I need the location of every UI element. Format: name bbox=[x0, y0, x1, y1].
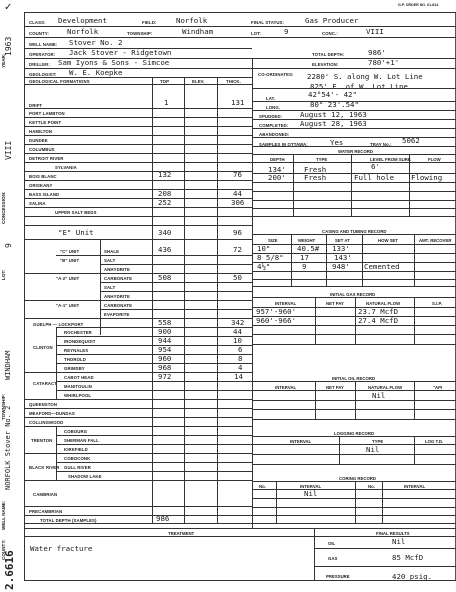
e-unit-top: 340 bbox=[158, 228, 172, 237]
driller-value: Sam Iyons & Sons - Simcoe bbox=[58, 58, 170, 67]
reynales-top: 954 bbox=[158, 345, 172, 354]
reynales-thick: 6 bbox=[238, 345, 243, 354]
tray-label: TRAY No.: bbox=[370, 142, 392, 147]
spudded-label: SPUDDED: bbox=[259, 114, 283, 119]
oil-col-api: "API bbox=[433, 385, 443, 390]
gas-row2-flow: 27.4 McfD bbox=[358, 316, 399, 325]
water-title: WATER RECORD bbox=[338, 149, 374, 154]
logging-title: LOGGING RECORD bbox=[334, 431, 375, 436]
a1-carbonate-label: CARBONATE bbox=[104, 303, 133, 308]
cabot-head-top: 972 bbox=[158, 372, 172, 381]
oil-col-interval: INTERVAL bbox=[275, 385, 297, 390]
casing-row2-setat: 143' bbox=[334, 253, 352, 262]
abandoned-label: ABANDONED: bbox=[259, 132, 290, 137]
gas-col-flow: NATURAL FLOW bbox=[366, 301, 401, 306]
b-unit-salt-label: SALT bbox=[104, 258, 116, 263]
port-lambton-label: PORT LAMBTON bbox=[29, 111, 65, 116]
bois-blanc-thick: 76 bbox=[233, 170, 242, 179]
clinton-label: CLINTON bbox=[33, 345, 53, 350]
final-oil-label: OIL bbox=[328, 541, 336, 546]
thorold-top: 960 bbox=[158, 354, 172, 363]
completed-label: COMPLETED: bbox=[259, 123, 289, 128]
grimsby-top: 968 bbox=[158, 363, 172, 372]
anhydrite-label: ANHYDRITE bbox=[104, 267, 130, 272]
a2-unit-top: 508 bbox=[158, 273, 172, 282]
a1-anhydrite-label: ANHYDRITE bbox=[104, 294, 130, 299]
c-unit-shale-label: SHALE bbox=[104, 249, 120, 254]
reynales-label: REYNALES bbox=[64, 348, 89, 353]
grimsby-thick: 4 bbox=[238, 363, 243, 372]
township-value: WINDHAM bbox=[4, 350, 12, 380]
salina-top: 252 bbox=[158, 198, 172, 207]
rochester-thick: 44 bbox=[233, 327, 242, 336]
water-row1-level: 6' bbox=[371, 162, 380, 171]
lat-label: LAT. bbox=[266, 96, 276, 101]
coring-title: CORING RECORD bbox=[339, 476, 377, 481]
c-unit-top: 436 bbox=[158, 245, 172, 254]
hamilton-label: HAMILTON bbox=[29, 129, 53, 134]
a2-salt-label: SALT bbox=[104, 285, 116, 290]
coordinates-line2: 825' E. of W. Lot Line bbox=[310, 82, 408, 91]
manitoulin-label: MANITOULIN bbox=[64, 384, 92, 389]
oil-col-flow: NATURAL FLOW bbox=[368, 385, 403, 390]
formations-thick-header: THICK. bbox=[226, 79, 241, 84]
salina-thick: 306 bbox=[231, 198, 245, 207]
check-mark: ✓ bbox=[4, 2, 13, 13]
lat-value: 42°54'- 42" bbox=[308, 90, 357, 99]
water-row2-type: Fresh bbox=[304, 165, 327, 174]
gas-col-sip: S.I.P. bbox=[432, 301, 442, 306]
operator-label: OPERATOR: bbox=[29, 52, 56, 57]
upper-salt-beds-label: UPPER SALT BEDS bbox=[55, 210, 97, 215]
geologist-value: W. E. Koepke bbox=[69, 68, 123, 77]
formations-header: GEOLOGICAL FORMATIONS bbox=[29, 79, 90, 84]
township-value: Windham bbox=[182, 27, 214, 36]
driller-label: DRILLER: bbox=[29, 62, 50, 67]
bass-island-label: BASS ISLAND bbox=[29, 192, 60, 197]
record-number: 2.6616 bbox=[3, 550, 16, 590]
field-value: Norfolk bbox=[176, 16, 208, 25]
long-label: LONG. bbox=[266, 105, 281, 110]
final-status-label: FINAL STATUS: bbox=[251, 20, 285, 25]
formations-elev-header: ELEV. bbox=[192, 79, 205, 84]
well-label: WELL NAME: bbox=[1, 500, 6, 530]
long-value: 80° 23'.54" bbox=[310, 100, 359, 109]
water-row2-depth: 134' bbox=[268, 165, 286, 174]
cabot-head-label: CABOT HEAD bbox=[64, 375, 94, 380]
oil-title: INITIAL OIL RECORD bbox=[332, 376, 376, 381]
well-name-label: WELL NAME: bbox=[29, 42, 58, 47]
treatment-title: TREATMENT bbox=[168, 531, 195, 536]
total-depth-label: TOTAL DEPTH: bbox=[312, 52, 345, 57]
gas-col-interval: INTERVAL bbox=[275, 301, 297, 306]
final-results-title: FINAL RESULTS bbox=[376, 531, 410, 536]
township-label: TOWNSHIP: bbox=[1, 393, 6, 420]
coring-row1-interval: Nil bbox=[304, 489, 318, 498]
township-label: TOWNSHIP: bbox=[127, 31, 153, 36]
class-label: CLASS: bbox=[29, 20, 46, 25]
guelph-label: GUELPH — LOCKPORT bbox=[33, 322, 84, 327]
casing-col-setat: SET AT bbox=[335, 238, 350, 243]
kirkfield-label: KIRKFIELD bbox=[64, 447, 88, 452]
a2-unit-label: "A-2" UNIT bbox=[56, 276, 80, 281]
oil-row1-flow: Nil bbox=[372, 391, 386, 400]
whirlpool-label: WHIRLPOOL bbox=[64, 393, 92, 398]
lot-label: LOT: bbox=[1, 269, 6, 280]
county-value: Norfolk bbox=[67, 27, 99, 36]
meaford-label: MEAFORD—DUNDAS bbox=[29, 411, 75, 416]
cabot-head-thick: 14 bbox=[234, 372, 243, 381]
a2-unit-thick: 50 bbox=[233, 273, 242, 282]
water-col-type: TYPE bbox=[316, 157, 328, 162]
sherman-fall-label: SHERMAN FALL bbox=[64, 438, 99, 443]
oil-col-netpay: NET PAY bbox=[326, 385, 344, 390]
detroit-river-label: DETROIT RIVER bbox=[29, 156, 64, 161]
coring-col-interval2: INTERVAL bbox=[404, 484, 426, 489]
casing-row2-weight: 17 bbox=[300, 253, 309, 262]
casing-row3-size: 4½" bbox=[257, 262, 271, 271]
casing-row2-size: 8 5/8" bbox=[257, 253, 284, 262]
well-value: NORFOLK Stover No. 2 bbox=[4, 405, 12, 490]
casing-row1-setat: 133' bbox=[332, 244, 350, 253]
logging-row1-type: Nil bbox=[366, 445, 380, 454]
e-unit-label: "E" Unit bbox=[58, 228, 94, 237]
b-unit-label: "B" UNIT bbox=[60, 258, 80, 263]
water-col-depth: DEPTH bbox=[270, 157, 285, 162]
thorold-thick: 8 bbox=[238, 354, 243, 363]
trenton-label: TRENTON bbox=[31, 438, 53, 443]
a1-unit-label: "A-1" UNIT bbox=[56, 303, 80, 308]
formations-top-header: TOP bbox=[160, 79, 170, 84]
rochester-top: 900 bbox=[158, 327, 172, 336]
cobourg-label: COBOURG bbox=[64, 429, 88, 434]
rochester-label: ROCHESTER bbox=[64, 330, 92, 335]
final-pressure-value: 420 psig. bbox=[392, 572, 433, 581]
conc-label: CONC.: bbox=[322, 31, 338, 36]
geologist-label: GEOLOGIST: bbox=[29, 72, 57, 77]
drift-top: 1 bbox=[164, 98, 169, 107]
completed-value: August 28, 1963 bbox=[300, 119, 367, 128]
casing-row1-size: 10" bbox=[257, 244, 271, 253]
bois-blanc-top: 132 bbox=[158, 170, 172, 179]
gas-col-netpay: NET PAY bbox=[326, 301, 344, 306]
precambrian-label: PRECAMBRIAN bbox=[29, 509, 63, 514]
guelph-thick: 342 bbox=[231, 318, 245, 327]
casing-col-howset: HOW SET bbox=[378, 238, 399, 243]
lot-value: 9 bbox=[4, 243, 13, 248]
lot-label: LOT: bbox=[251, 31, 261, 36]
casing-title: CASING AND TUBING RECORD bbox=[322, 229, 387, 234]
field-label: FIELD: bbox=[142, 20, 157, 25]
water-row3-type: Fresh bbox=[304, 173, 327, 182]
tray-value: 5062 bbox=[402, 136, 420, 145]
casing-col-amt: AMT. RECOVER bbox=[419, 238, 452, 243]
total-depth-samples-top: 986 bbox=[156, 514, 170, 523]
bass-island-top: 208 bbox=[158, 189, 172, 198]
logging-col-type: TYPE bbox=[372, 439, 384, 444]
shadow-lake-label: SHADOW LAKE bbox=[68, 474, 102, 479]
salina-label: SALINA bbox=[29, 201, 46, 206]
treatment-value: Water fracture bbox=[30, 544, 93, 553]
final-gas-value: 85 McfD bbox=[392, 553, 424, 562]
county-label: COUNTY: bbox=[1, 539, 6, 560]
queenston-label: QUEENSTON bbox=[29, 402, 58, 407]
concession-label: CONCESSION: bbox=[1, 191, 6, 224]
oriskany-label: ORISKANY bbox=[29, 183, 53, 188]
drift-label: DRIFT bbox=[29, 103, 43, 108]
coordinates-label: CO-ORDINATES: bbox=[258, 72, 294, 77]
a2-carbonate-label: CARBONATE bbox=[104, 276, 133, 281]
samples-label: SAMPLES IN OTTAWA: bbox=[259, 142, 308, 147]
cataract-label: CATARACT bbox=[33, 381, 58, 386]
columbus-label: COLUMBUS bbox=[29, 147, 55, 152]
irondequoit-thick: 10 bbox=[233, 336, 242, 345]
coring-col-no2: No. bbox=[368, 484, 375, 489]
form-order-number: G.P. ORDER NO. 61-814 bbox=[398, 3, 439, 7]
c-unit-thick: 72 bbox=[233, 245, 242, 254]
logging-col-interval: INTERVAL bbox=[290, 439, 312, 444]
casing-col-size: SIZE bbox=[268, 238, 278, 243]
casing-col-weight: WEIGHT bbox=[298, 238, 316, 243]
total-depth-value: 986' bbox=[368, 48, 386, 57]
samples-value: Yes bbox=[330, 138, 344, 147]
casing-row3-howset: Cemented bbox=[364, 262, 400, 271]
gas-row1-interval: 957'-960' bbox=[256, 307, 297, 316]
logging-col-logtd: LOG T.D. bbox=[425, 439, 444, 444]
operator-value: Jack Stover - Ridgetown bbox=[69, 48, 172, 57]
c-unit-label: "C" UNIT bbox=[60, 249, 80, 254]
well-name-value: Stover No. 2 bbox=[69, 38, 123, 47]
water-col-level: LEVEL FROM SURF. bbox=[370, 157, 412, 162]
conc-value: VIII bbox=[366, 27, 384, 36]
coordinates-line1: 2280' S. along W. Lot Line bbox=[307, 72, 423, 81]
final-gas-label: GAS bbox=[328, 556, 338, 561]
coring-col-interval1: INTERVAL bbox=[300, 484, 322, 489]
irondequoit-top: 944 bbox=[158, 336, 172, 345]
coboconk-label: COBOCONK bbox=[64, 456, 91, 461]
casing-row3-setat: 948' bbox=[332, 262, 350, 271]
spudded-value: August 12, 1963 bbox=[300, 110, 367, 119]
elevation-label: ELEVATION: bbox=[312, 62, 339, 67]
e-unit-thick: 96 bbox=[233, 228, 242, 237]
kettle-point-label: KETTLE POINT bbox=[29, 120, 62, 125]
total-depth-samples-label: TOTAL DEPTH (SAMPLES) bbox=[40, 518, 97, 523]
thorold-label: THOROLD bbox=[64, 357, 86, 362]
county-label: COUNTY: bbox=[29, 31, 49, 36]
black-river-label: BLACK RIVER bbox=[29, 465, 60, 470]
guelph-top: 558 bbox=[158, 318, 172, 327]
year-value: 1963 bbox=[4, 36, 13, 56]
casing-row1-weight: 40.5# bbox=[297, 244, 320, 253]
year-label: YEAR: bbox=[1, 53, 6, 68]
gas-row1-flow: 23.7 McfD bbox=[358, 307, 399, 316]
water-row3-depth: 200' bbox=[268, 173, 286, 182]
gull-river-label: GULL RIVER bbox=[64, 465, 91, 470]
class-value: Development bbox=[58, 16, 107, 25]
casing-row3-weight: 9 bbox=[302, 262, 307, 271]
gas-title: INITIAL GAS RECORD bbox=[330, 292, 376, 297]
final-status-value: Gas Producer bbox=[305, 16, 359, 25]
collingwood-label: COLLINGWOOD bbox=[29, 420, 64, 425]
gas-row2-interval: 960'-966' bbox=[256, 316, 297, 325]
concession-value: VIII bbox=[4, 140, 13, 160]
sylvania-label: SYLVANIA bbox=[55, 165, 77, 170]
final-oil-value: Nil bbox=[392, 537, 406, 546]
coring-col-no1: No. bbox=[259, 484, 266, 489]
elevation-value: 780'+1' bbox=[368, 58, 400, 67]
dundee-label: DUNDEE bbox=[29, 138, 48, 143]
water-row3-level: Full hole bbox=[354, 173, 395, 182]
drift-thick: 131 bbox=[231, 98, 245, 107]
grimsby-label: GRIMSBY bbox=[64, 366, 85, 371]
final-pressure-label: PRESSURE bbox=[326, 574, 350, 579]
bass-island-thick: 44 bbox=[233, 189, 242, 198]
lot-value: 9 bbox=[284, 27, 289, 36]
irondequoit-label: IRONDEQUOIT bbox=[64, 339, 96, 344]
bois-blanc-label: BOIS BLANC bbox=[29, 174, 57, 179]
cambrian-label: CAMBRIAN bbox=[33, 492, 58, 497]
a1-evaporite-label: EVAPORITE bbox=[104, 312, 130, 317]
water-col-flow: FLOW bbox=[428, 157, 441, 162]
water-row3-flow: Flowing bbox=[411, 173, 443, 182]
